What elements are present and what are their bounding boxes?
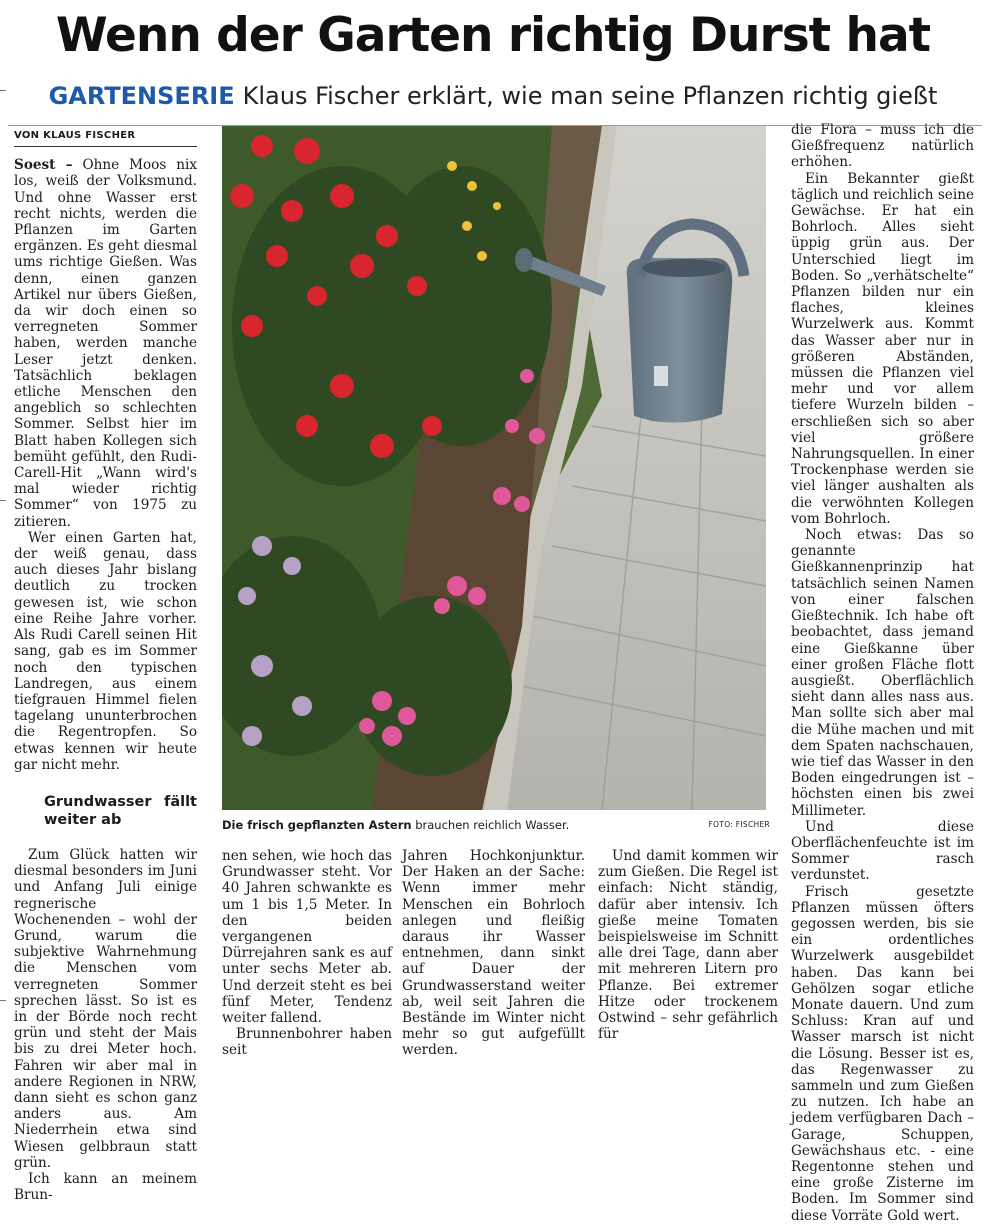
subheadline xyxy=(0,82,986,110)
headline: Wenn der Garten richtig Durst hat xyxy=(55,8,931,63)
paragraph: Wer einen Garten hat, der weiß genau, dass auch dieses Jahr bislang deutlich zu trocken gewesen ist, wie schon eine Reihe Jahre vorher. Als Rudi Carell seinen Hit sang, gab es im Sommer noch den typischen Landregen, aus einem tiefgrauen Himmel fielen tagelang ununterbrochen die Regentropfen. So etwas kennen wir heute gar nicht mehr. xyxy=(14,529,197,773)
byline: VON KLAUS FISCHER xyxy=(14,128,197,147)
paragraph-text: Ohne Moos nix los, weiß der Volksmund. Und ohne Wasser erst recht nichts, werden die Pflanzen im Garten ergänzen. Es geht diesmal ums richtige Gießen. Was denn, einen ganzen Artikel nur übers Gießen, da wir doch einen so verregneten Sommer haben, werden manche Leser jetzt denken. Tatsächlich beklagen etliche Menschen den angeblich so schlechten Sommer. Selbst hier im Blatt haben Kollegen sich bemüht gefühlt, den Rudi-Carell-Hit „Wann wird's mal wieder richtig Sommer“ von 1975 zu zitieren. xyxy=(14,157,198,530)
paragraph: Ein Bekannter gießt täglich und reichlich seine Gewächse. Er hat ein Bohrloch. Alles sieht üppig grün aus. Der Unterschied liegt im Boden. So „verhätschelte“ Pflanzen bilden nur ein flaches, kleines Wurzelwerk aus. Kommt das Wasser aber nur in größeren Abständen, müssen die Pflanzen viel mehr und vor allem tiefere Wurzeln bilden – erschließen sich so aber viel größere Nahrungsquellen. In einer Trockenphase werden sie viel länger aushalten als die verwöhnten Kollegen vom Bohrloch. xyxy=(791,170,974,527)
article-column-4 xyxy=(598,848,778,1042)
series-kicker: GARTENSERIE xyxy=(48,82,235,110)
article-column-5 xyxy=(791,122,974,1224)
paragraph: Noch etwas: Das so genannte Gießkannenprinzip hat tatsächlich seinen Namen von einer falschen Gießtechnik. Ich habe oft beobachtet, dass jemand eine Gießkanne über einer großen Fläche flott ausgießt. Oberflächlich sieht dann alles nass aus. Man sollte sich aber mal die Mühe machen und mit dem Spaten nachschauen, wie tief das Wasser in den Boden eingedrungen ist – höchsten einen bis zwei Millimeter. xyxy=(791,527,974,819)
paragraph: Frisch gesetzte Pflanzen müssen öfters gegossen werden, bis sie ein ordentliches Wurzelwerk ausgebildet haben. Das kann bei Gehölzen sogar etliche Monate dauern. Und zum Schluss: Kran auf und Wasser marsch ist nicht die Lösung. Besser ist es, das Regenwasser zu sammeln und zum Gießen zu nutzen. Ich habe an jedem verfügbaren Dach – Garage, Schuppen, Gewächshaus etc. - eine Regentonne stehen und eine große Zisterne im Boden. Im Sommer sind diese Vorräte Gold wert. xyxy=(791,883,974,1224)
margin-mark xyxy=(0,500,6,501)
photo-credit: FOTO: FISCHER xyxy=(708,820,770,829)
margin-mark xyxy=(0,90,6,91)
article-column-3 xyxy=(402,848,585,1059)
paragraph: die Flora – muss ich die Gießfrequenz natürlich erhöhen. xyxy=(791,122,974,171)
paragraph: Jahren Hochkonjunktur. Der Haken an der Sache: Wenn immer mehr Menschen ein Bohrloch anlegen und fleißig daraus ihr Wasser entnehmen, dann sinkt auf Dauer der Grundwasserstand weiter ab, weil seit Jahren die Bestände im Winter nicht mehr so gut aufgefüllt werden. xyxy=(402,848,585,1059)
subheadline-text: Klaus Fischer erklärt, wie man seine Pflanzen richtig gießt xyxy=(242,82,938,110)
paragraph: nen sehen, wie hoch das Grundwasser steht. Vor 40 Jahren schwankte es um 1 bis 1,5 Meter. In den beiden vergangenen Dürrejahren sank es auf unter sechs Meter ab. Und derzeit steht es bei fünf Meter, Tendenz weiter fallend. xyxy=(222,848,392,1027)
paragraph: Ich kann an meinem Brun- xyxy=(14,1170,197,1204)
paragraph: Und diese Oberflächenfeuchte ist im Sommer rasch verdunstet. xyxy=(791,818,974,884)
caption-bold: Die frisch gepflanzten Astern xyxy=(222,818,412,832)
caption-text: brauchen reichlich Wasser. xyxy=(411,818,570,832)
paragraph: Und damit kommen wir zum Gießen. Die Regel ist einfach: Nicht ständig, dafür aber intensiv. Ich gieße meine Tomaten beispielsweise im Schnitt alle drei Tage, dann aber mit mehreren Litern pro Pflanze. Bei extremer Hitze oder trockenem Ostwind – sehr gefährlich für xyxy=(598,848,778,1043)
article-column-2 xyxy=(222,848,392,1059)
garden-photo xyxy=(222,126,766,810)
paragraph: Zum Glück hatten wir diesmal besonders im Juni und Anfang Juli einige regnerische Wochenenden – wohl der Grund, warum die subjektive Wahrnehmung die Menschen vom verregneten Sommer sprechen lässt. So ist es in der Börde noch recht grün und steht der Mais bis zu drei Meter hoch. Fahren wir aber mal in andere Regionen in NRW, dann sieht es schon ganz anders aus. Am Niederrhein etwa sind Wiesen gelbbraun statt grün. xyxy=(14,846,197,1171)
paragraph xyxy=(14,157,197,530)
photo-caption xyxy=(222,818,770,832)
paragraph: Brunnenbohrer haben seit xyxy=(222,1026,392,1059)
subheading: Grundwasser fällt weiter ab xyxy=(44,793,197,828)
article-column-1 xyxy=(14,128,197,1203)
margin-mark xyxy=(0,1000,6,1001)
dateline: Soest – xyxy=(14,157,73,174)
